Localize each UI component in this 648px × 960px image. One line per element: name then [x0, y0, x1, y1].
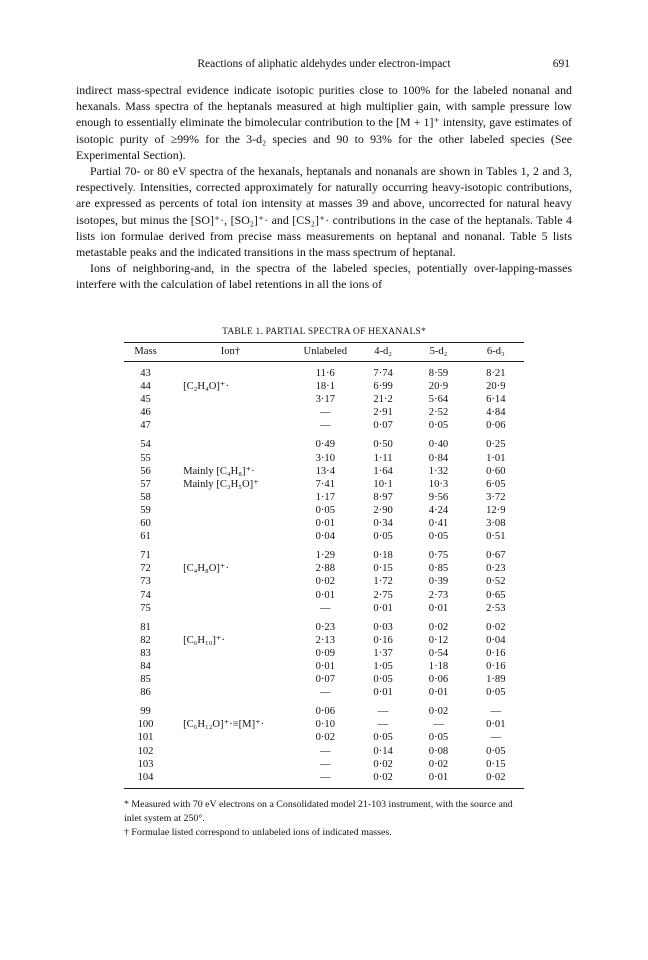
cell-mass: 55: [140, 452, 151, 464]
cell-4-d2: 0·15: [373, 563, 393, 575]
cell-ion: [C₆H₁₀]⁺·: [183, 634, 226, 646]
cell-5-d2: 0·05: [428, 420, 449, 432]
cell-6-d3: 1·01: [486, 452, 506, 464]
table-row: [124, 634, 524, 647]
cell-mass: 74: [140, 589, 151, 601]
table-row: [124, 543, 524, 562]
table-body: [124, 362, 524, 789]
cell-ion: Mainly [C₄H₈]⁺·: [183, 465, 255, 477]
cell-6-d3: 2·53: [486, 602, 506, 614]
cell-ion: [167, 602, 294, 615]
cell-6-d3: 1·89: [486, 674, 506, 686]
cell-unlabeled: 0·02: [315, 576, 335, 588]
col-header-mass: Mass: [124, 343, 167, 362]
cell-5-d2: 4·24: [428, 504, 449, 516]
cell-mass: 83: [140, 647, 151, 659]
cell-6-d3: 0·51: [486, 531, 506, 543]
cell-6-d3: —: [490, 706, 502, 718]
cell-mass: 101: [137, 732, 154, 744]
cell-ion: [167, 699, 294, 718]
cell-mass: 103: [137, 758, 154, 770]
page-number: 691: [552, 58, 570, 70]
cell-ion: [167, 575, 294, 588]
cell-unlabeled: 3·17: [315, 394, 335, 406]
table-1: [124, 342, 524, 789]
cell-mass: 82: [140, 634, 151, 646]
cell-6-d3: 0·15: [486, 758, 506, 770]
cell-ion: [167, 771, 294, 789]
table-row: [124, 362, 524, 381]
body-text: [76, 82, 572, 293]
cell-5-d2: 0·85: [428, 563, 449, 575]
cell-unlabeled: 0·09: [315, 647, 335, 659]
cell-unlabeled: 0·01: [315, 660, 335, 672]
cell-6-d3: 0·05: [486, 745, 506, 757]
running-header: [76, 58, 572, 74]
cell-5-d2: 10·3: [428, 478, 449, 490]
cell-5-d2: 0·40: [428, 439, 449, 451]
cell-5-d2: 5·64: [428, 394, 449, 406]
footnote-measurement: * Measured with 70 eV electrons on a Consolidated model 21-103 instrument, with the source and inlet system at 250°.: [124, 799, 513, 824]
cell-4-d2: 2·91: [373, 407, 393, 419]
cell-6-d3: 0·04: [486, 634, 506, 646]
table-row: [124, 615, 524, 634]
cell-ion: [167, 362, 294, 381]
cell-unlabeled: 0·06: [315, 706, 335, 718]
table-row: [124, 589, 524, 602]
table-row: [124, 771, 524, 789]
cell-6-d3: —: [490, 732, 502, 744]
cell-mass: 45: [140, 394, 151, 406]
cell-6-d3: 0·52: [486, 576, 506, 588]
cell-5-d2: 8·59: [428, 368, 449, 379]
cell-5-d2: 0·01: [428, 602, 449, 614]
cell-mass: 81: [140, 621, 151, 633]
cell-5-d2: 2·52: [428, 407, 449, 419]
cell-5-d2: 0·02: [428, 621, 449, 633]
cell-6-d3: 0·06: [486, 420, 506, 432]
cell-ion: [167, 452, 294, 465]
table-row: [124, 380, 524, 393]
cell-unlabeled: 0·05: [315, 504, 335, 516]
cell-unlabeled: —: [319, 602, 331, 614]
cell-unlabeled: 0·23: [315, 621, 335, 633]
cell-unlabeled: —: [319, 420, 331, 432]
table-row: [124, 478, 524, 491]
cell-4-d2: 0·02: [357, 771, 410, 789]
table-row: [124, 699, 524, 718]
cell-6-d3: 4·84: [486, 407, 506, 419]
table-row: [124, 575, 524, 588]
cell-5-d2: 0·01: [428, 687, 449, 699]
cell-unlabeled: 18·1: [315, 381, 335, 393]
cell-unlabeled: 7·41: [315, 478, 335, 490]
cell-mass: 85: [140, 674, 151, 686]
cell-4-d2: 1·72: [373, 576, 393, 588]
table-row: [124, 660, 524, 673]
cell-ion: [167, 419, 294, 432]
cell-unlabeled: 1·17: [315, 491, 335, 503]
cell-5-d2: 0·84: [428, 452, 449, 464]
cell-6-d3: 6·14: [486, 394, 506, 406]
cell-6-d3: 0·02: [486, 621, 506, 633]
table-row: [124, 718, 524, 731]
table-row: [124, 602, 524, 615]
cell-unlabeled: 0·04: [315, 531, 335, 543]
cell-6-d3: 0·67: [486, 550, 506, 562]
footnote-formulae: † Formulae listed correspond to unlabeled ions of indicated masses.: [124, 827, 392, 838]
cell-6-d3: 6·05: [486, 478, 506, 490]
table-row: [124, 491, 524, 504]
cell-unlabeled: 0·10: [315, 719, 335, 731]
col-header-4-d2: 4-d₂: [357, 343, 410, 362]
cell-6-d3: 0·65: [486, 589, 506, 601]
cell-ion: [167, 758, 294, 771]
table-footnotes: [124, 798, 524, 840]
cell-5-d2: 0·54: [428, 647, 449, 659]
cell-mass: 59: [140, 504, 151, 516]
paragraph-2: Partial 70- or 80 eV spectra of the hexanals, heptanals and nonanals are shown in Tables 1, 2 and 3, respectively. Intensities, corrected approximately for naturally occurring heavy-isotopic contributions, are expressed as percents of total ion intensity at masses 39 and above, uncorrected for natural heavy isotopes, but minus the [SO]⁺·, [SO₂]⁺· and [CS₂]⁺· contributions in the case of the heptanals. Table 4 lists ion formulae derived from precise mass measurements on heptanal and nonanal. Table 5 lists metastable peaks and the indicated transitions in the mass spectrum of heptanal.: [76, 164, 572, 260]
cell-ion: [167, 491, 294, 504]
cell-4-d2: 1·64: [373, 465, 393, 477]
cell-mass: 46: [140, 407, 151, 419]
cell-unlabeled: —: [319, 745, 331, 757]
cell-mass: 75: [140, 602, 151, 614]
cell-5-d2: 20·9: [428, 381, 449, 393]
cell-6-d3: 8·21: [486, 368, 506, 379]
table-row: [124, 745, 524, 758]
cell-4-d2: 6·99: [373, 381, 393, 393]
cell-6-d3: 12·9: [486, 504, 506, 516]
cell-5-d2: 0·05: [428, 531, 449, 543]
table-row: [124, 758, 524, 771]
cell-4-d2: 0·02: [373, 758, 393, 770]
cell-4-d2: 2·90: [373, 504, 393, 516]
cell-unlabeled: 0·49: [315, 439, 335, 451]
cell-ion: [167, 615, 294, 634]
cell-6-d3: 3·08: [486, 518, 506, 530]
cell-6-d3: 3·72: [486, 491, 506, 503]
table-row: [124, 530, 524, 543]
cell-mass: 104: [124, 771, 167, 789]
cell-ion: [167, 731, 294, 744]
cell-5-d2: 2·73: [428, 589, 449, 601]
table-row: [124, 517, 524, 530]
cell-ion: [167, 406, 294, 419]
cell-4-d2: 0·05: [373, 732, 393, 744]
cell-ion: [C₂H₄O]⁺·: [183, 381, 229, 393]
cell-5-d2: 1·32: [428, 465, 449, 477]
cell-unlabeled: 11·6: [315, 368, 335, 379]
col-header-5-d2: 5-d₂: [409, 343, 467, 362]
cell-6-d3: 0·25: [486, 439, 506, 451]
cell-unlabeled: 1·29: [315, 550, 335, 562]
cell-mass: 44: [140, 381, 151, 393]
cell-mass: 56: [140, 465, 151, 477]
table-row: [124, 504, 524, 517]
cell-ion: [167, 530, 294, 543]
running-title: Reactions of aliphatic aldehydes under electron-impact: [197, 58, 451, 70]
cell-unlabeled: 2·88: [315, 563, 335, 575]
cell-ion: [167, 504, 294, 517]
cell-6-d3: 0·16: [486, 660, 506, 672]
cell-6-d3: 0·16: [486, 647, 506, 659]
cell-mass: 102: [137, 745, 154, 757]
cell-ion: [167, 745, 294, 758]
cell-4-d2: —: [377, 706, 389, 718]
cell-ion: [167, 517, 294, 530]
cell-6-d3: 0·02: [468, 771, 524, 789]
cell-5-d2: —: [433, 719, 444, 731]
table-row: [124, 731, 524, 744]
cell-6-d3: 0·60: [486, 465, 506, 477]
cell-4-d2: 2·75: [373, 589, 393, 601]
cell-6-d3: 0·05: [486, 687, 506, 699]
cell-4-d2: 1·37: [373, 647, 393, 659]
table-row: [124, 562, 524, 575]
cell-mass: 54: [140, 439, 151, 451]
paragraph-3: Ions of neighboring-and, in the spectra of the labeled species, potentially over-lapping-masses interfere with the calculation of label retentions in all the ions of: [76, 261, 572, 292]
cell-4-d2: 7·74: [373, 368, 393, 379]
spectra-table: [124, 342, 524, 789]
cell-unlabeled: —: [319, 687, 331, 699]
cell-4-d2: 0·14: [373, 745, 393, 757]
cell-4-d2: 21·2: [373, 394, 393, 406]
cell-mass: 60: [140, 518, 151, 530]
cell-4-d2: 10·1: [373, 478, 393, 490]
cell-5-d2: 0·41: [428, 518, 449, 530]
col-header-unlabeled: Unlabeled: [294, 343, 357, 362]
paragraph-1: indirect mass-spectral evidence indicate isotopic purities close to 100% for the labeled nonanal and hexanals. Mass spectra of the heptanals measured at high multiplier gain, with sample pressure low enough to essentially eliminate the bimolecular contribution to the [M + 1]⁺ intensity, gave estimates of isotopic purity of ≥99% for the 3-d₂ species and 90 to 93% for the other labeled species (See Experimental Section).: [76, 83, 572, 162]
table-row: [124, 673, 524, 686]
cell-4-d2: 0·16: [373, 634, 393, 646]
cell-mass: 73: [140, 576, 151, 588]
cell-mass: 99: [140, 706, 151, 718]
cell-4-d2: —: [377, 719, 389, 731]
col-header-6-d3: 6-d₃: [468, 343, 524, 362]
cell-unlabeled: 0·01: [315, 518, 335, 530]
col-header-ion: Ion†: [167, 343, 294, 362]
cell-unlabeled: —: [294, 771, 357, 789]
cell-unlabeled: 0·07: [315, 674, 335, 686]
cell-unlabeled: —: [319, 407, 331, 419]
cell-4-d2: 0·50: [373, 439, 393, 451]
cell-5-d2: 9·56: [428, 491, 449, 503]
cell-mass: 84: [140, 660, 151, 672]
cell-ion: [C₄H₈O]⁺·: [183, 563, 229, 575]
cell-5-d2: 0·01: [409, 771, 467, 789]
cell-mass: 43: [140, 368, 151, 379]
cell-unlabeled: 0·01: [315, 589, 335, 601]
cell-ion: [C₆H₁₂O]⁺·≡[M]⁺·: [183, 719, 265, 731]
cell-unlabeled: 3·10: [315, 452, 335, 464]
cell-6-d3: 0·01: [486, 719, 506, 731]
cell-unlabeled: —: [319, 758, 331, 770]
cell-5-d2: 0·39: [428, 576, 449, 588]
cell-unlabeled: 0·02: [315, 732, 335, 744]
cell-ion: [167, 660, 294, 673]
table-header-row: [124, 343, 524, 362]
cell-unlabeled: 13·4: [315, 465, 335, 477]
cell-4-d2: 0·01: [373, 602, 393, 614]
table-row: [124, 406, 524, 419]
cell-ion: Mainly [C₃H₅O]⁺: [183, 478, 259, 490]
cell-5-d2: 0·06: [428, 674, 449, 686]
cell-4-d2: 1·11: [373, 452, 393, 464]
table-row: [124, 465, 524, 478]
cell-6-d3: 20·9: [486, 381, 506, 393]
cell-mass: 72: [140, 563, 151, 575]
table-row: [124, 647, 524, 660]
cell-5-d2: 0·02: [428, 706, 449, 718]
cell-4-d2: 0·05: [373, 674, 393, 686]
cell-4-d2: 0·34: [373, 518, 393, 530]
cell-4-d2: 0·07: [373, 420, 393, 432]
cell-mass: 86: [140, 687, 151, 699]
cell-mass: 57: [140, 478, 151, 490]
table-row: [124, 432, 524, 451]
cell-ion: [167, 673, 294, 686]
cell-ion: [167, 393, 294, 406]
cell-ion: [167, 589, 294, 602]
cell-ion: [167, 543, 294, 562]
cell-mass: 61: [140, 531, 151, 543]
cell-5-d2: 0·75: [428, 550, 449, 562]
cell-4-d2: 0·03: [373, 621, 393, 633]
cell-5-d2: 0·12: [428, 634, 449, 646]
cell-5-d2: 1·18: [428, 660, 449, 672]
cell-5-d2: 0·05: [428, 732, 449, 744]
table-row: [124, 686, 524, 699]
cell-4-d2: 8·97: [373, 491, 393, 503]
table-row: [124, 452, 524, 465]
cell-5-d2: 0·08: [428, 745, 449, 757]
cell-4-d2: 0·01: [373, 687, 393, 699]
cell-5-d2: 0·02: [428, 758, 449, 770]
cell-mass: 100: [137, 719, 154, 731]
cell-4-d2: 0·05: [373, 531, 393, 543]
cell-4-d2: 0·18: [373, 550, 393, 562]
cell-unlabeled: 2·13: [315, 634, 335, 646]
table-row: [124, 419, 524, 432]
cell-6-d3: 0·23: [486, 563, 506, 575]
cell-4-d2: 1·05: [373, 660, 393, 672]
cell-mass: 47: [140, 420, 151, 432]
cell-ion: [167, 432, 294, 451]
cell-ion: [167, 686, 294, 699]
cell-mass: 71: [140, 550, 151, 562]
cell-mass: 58: [140, 491, 151, 503]
table-row: [124, 393, 524, 406]
table-caption: TABLE 1. PARTIAL SPECTRA OF HEXANALS*: [222, 327, 426, 337]
cell-ion: [167, 647, 294, 660]
